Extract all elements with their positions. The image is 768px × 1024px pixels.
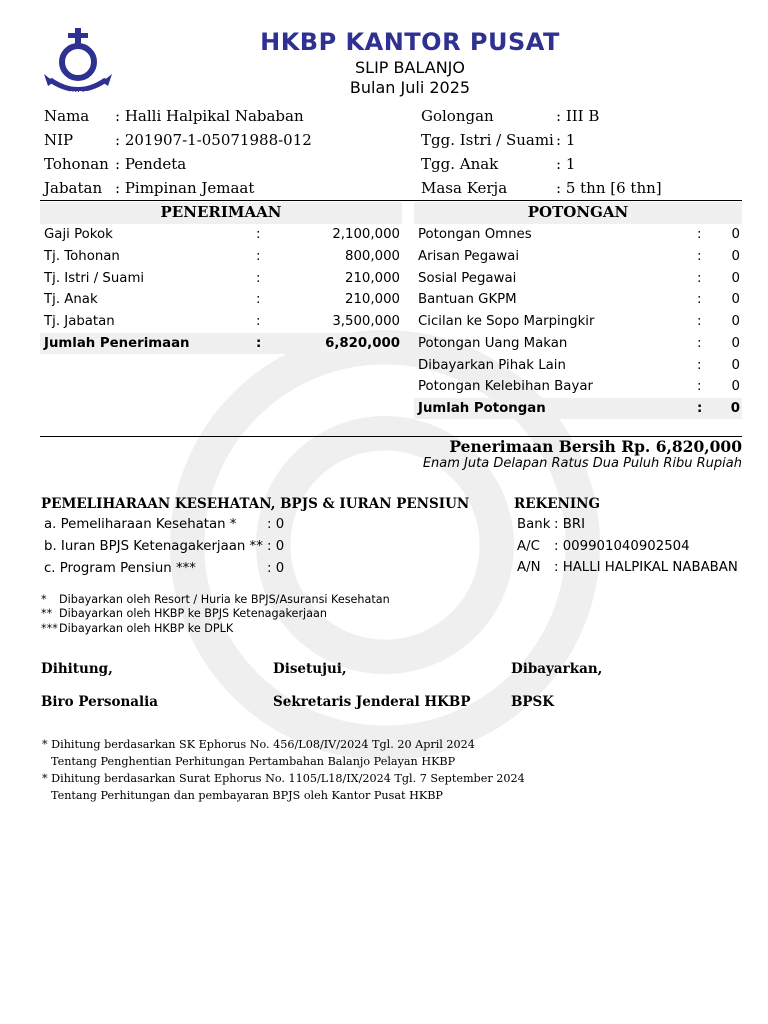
total-value: 0 <box>730 401 740 416</box>
table-row <box>418 312 740 332</box>
footnote: Tentang Perhitungan dan pembayaran BPJS oleh Kantor Pusat HKBP <box>51 789 443 802</box>
row-sep: : <box>256 227 261 242</box>
health-value: : 0 <box>267 561 285 576</box>
rekening-heading: REKENING <box>514 496 601 512</box>
rekening-value: : BRI <box>554 517 585 532</box>
total-sep: : <box>697 401 703 416</box>
info-value: : Pimpinan Jemaat <box>115 179 255 197</box>
rekening-label: Bank <box>517 517 551 532</box>
row-value: 0 <box>731 314 740 329</box>
table-row <box>418 269 740 289</box>
note-mark: * <box>41 593 47 606</box>
note-mark: *** <box>41 622 58 635</box>
note-text: Dibayarkan oleh HKBP ke BPJS Ketenagakerjaan <box>59 607 327 620</box>
health-heading: PEMELIHARAAN KESEHATAN, BPJS & IURAN PENSIUN <box>41 496 470 512</box>
row-sep: : <box>256 292 261 307</box>
hkbp-logo-icon <box>40 26 116 102</box>
row-sep: : <box>256 249 261 264</box>
info-label: Nama <box>44 107 90 125</box>
health-value: : 0 <box>267 539 285 554</box>
row-sep: : <box>697 292 702 307</box>
health-label: a. Pemeliharaan Kesehatan * <box>44 517 237 532</box>
table-row <box>418 377 740 397</box>
table-row <box>418 290 740 310</box>
period-label: Bulan Juli 2025 <box>349 78 471 97</box>
row-value: 0 <box>731 292 740 307</box>
row-label: Potongan Kelebihan Bayar <box>418 379 593 394</box>
info-label: NIP <box>44 131 74 149</box>
table-row <box>418 225 740 245</box>
row-sep: : <box>697 379 702 394</box>
note-mark: ** <box>41 607 53 620</box>
rekening-row <box>517 558 747 578</box>
info-value: : Pendeta <box>115 155 187 173</box>
row-value: 800,000 <box>345 249 400 264</box>
rekening-row <box>517 537 747 557</box>
footnote: Tentang Penghentian Perhitungan Pertambahan Balanjo Pelayan HKBP <box>51 755 456 768</box>
table-row <box>44 269 400 289</box>
svg-text:HKBP: HKBP <box>67 90 89 98</box>
info-value: : 1 <box>556 155 576 173</box>
row-label: Potongan Omnes <box>418 227 532 242</box>
sig-dibayarkan: Dibayarkan, <box>511 661 603 677</box>
info-value: : III B <box>556 107 600 125</box>
info-value: : 201907-1-05071988-012 <box>115 131 312 149</box>
footnote: * Dihitung berdasarkan SK Ephorus No. 456/L08/IV/2024 Tgl. 20 April 2024 <box>42 738 475 751</box>
rekening-label: A/N <box>517 560 541 575</box>
row-label: Potongan Uang Makan <box>418 336 568 351</box>
penerimaan-heading: PENERIMAAN <box>160 203 282 221</box>
row-sep: : <box>697 271 702 286</box>
table-row <box>418 247 740 267</box>
divider <box>40 200 742 201</box>
total-label: Jumlah Potongan <box>418 401 546 416</box>
table-row <box>44 247 400 267</box>
info-label: Tgg. Anak <box>421 155 499 173</box>
table-row <box>418 356 740 376</box>
row-label: Sosial Pegawai <box>418 271 517 286</box>
row-label: Arisan Pegawai <box>418 249 520 264</box>
row-label: Tj. Tohonan <box>44 249 120 264</box>
row-sep: : <box>697 227 702 242</box>
row-value: 2,100,000 <box>332 227 400 242</box>
row-value: 0 <box>731 249 740 264</box>
table-row <box>418 334 740 354</box>
info-label: Tgg. Istri / Suami <box>421 131 554 149</box>
row-value: 0 <box>731 227 740 242</box>
row-label: Dibayarkan Pihak Lain <box>418 358 566 373</box>
row-value: 0 <box>731 379 740 394</box>
row-sep: : <box>697 358 702 373</box>
rekening-value: : 009901040902504 <box>554 539 690 554</box>
table-row <box>44 225 400 245</box>
sig-disetujui: Disetujui, <box>273 661 347 677</box>
health-label: b. Iuran BPJS Ketenagakerjaan ** <box>44 539 263 554</box>
row-value: 210,000 <box>345 271 400 286</box>
sig-bpsk: BPSK <box>511 694 555 710</box>
info-label: Golongan <box>421 107 494 125</box>
org-title: HKBP KANTOR PUSAT <box>260 28 560 56</box>
row-sep: : <box>697 249 702 264</box>
health-label: c. Program Pensiun *** <box>44 561 196 576</box>
sig-dihitung: Dihitung, <box>41 661 113 677</box>
penerimaan-total-row <box>44 334 400 354</box>
rekening-row <box>517 515 747 535</box>
info-value: : 1 <box>556 131 576 149</box>
net-pay-words: Enam Juta Delapan Ratus Dua Puluh Ribu Rupiah <box>422 456 742 471</box>
footnote: * Dihitung berdasarkan Surat Ephorus No. 1105/L18/IX/2024 Tgl. 7 September 2024 <box>42 772 525 785</box>
note-text: Dibayarkan oleh Resort / Huria ke BPJS/Asuransi Kesehatan <box>59 593 390 606</box>
sig-sekjen: Sekretaris Jenderal HKBP <box>273 694 471 710</box>
row-sep: : <box>697 336 702 351</box>
table-row <box>44 312 400 332</box>
row-sep: : <box>256 271 261 286</box>
row-value: 0 <box>731 358 740 373</box>
total-value: 6,820,000 <box>325 336 400 351</box>
row-value: 0 <box>731 336 740 351</box>
sig-biro-personalia: Biro Personalia <box>41 694 159 710</box>
slip-title: SLIP BALANJO <box>355 58 465 77</box>
total-label: Jumlah Penerimaan <box>44 336 190 351</box>
info-label: Tohonan <box>44 155 109 173</box>
info-label: Masa Kerja <box>421 179 508 197</box>
potongan-total-row <box>418 399 740 419</box>
table-row <box>44 290 400 310</box>
row-label: Tj. Anak <box>44 292 98 307</box>
health-value: : 0 <box>267 517 285 532</box>
row-value: 3,500,000 <box>332 314 400 329</box>
health-row <box>44 559 344 579</box>
potongan-heading: POTONGAN <box>527 203 629 221</box>
row-label: Bantuan GKPM <box>418 292 517 307</box>
net-pay: Penerimaan Bersih Rp. 6,820,000 <box>449 437 742 456</box>
row-label: Tj. Jabatan <box>44 314 115 329</box>
rekening-value: : HALLI HALPIKAL NABABAN <box>554 560 738 575</box>
rekening-label: A/C <box>517 539 540 554</box>
row-label: Gaji Pokok <box>44 227 113 242</box>
row-label: Tj. Istri / Suami <box>44 271 145 286</box>
total-sep: : <box>256 336 262 351</box>
info-value: : 5 thn [6 thn] <box>556 179 662 197</box>
row-sep: : <box>256 314 261 329</box>
row-value: 0 <box>731 271 740 286</box>
health-row <box>44 537 344 557</box>
health-row <box>44 515 344 535</box>
row-value: 210,000 <box>345 292 400 307</box>
note-text: Dibayarkan oleh HKBP ke DPLK <box>59 622 234 635</box>
row-label: Cicilan ke Sopo Marpingkir <box>418 314 595 329</box>
info-label: Jabatan <box>44 179 103 197</box>
row-sep: : <box>697 314 702 329</box>
info-value: : Halli Halpikal Nababan <box>115 107 304 125</box>
